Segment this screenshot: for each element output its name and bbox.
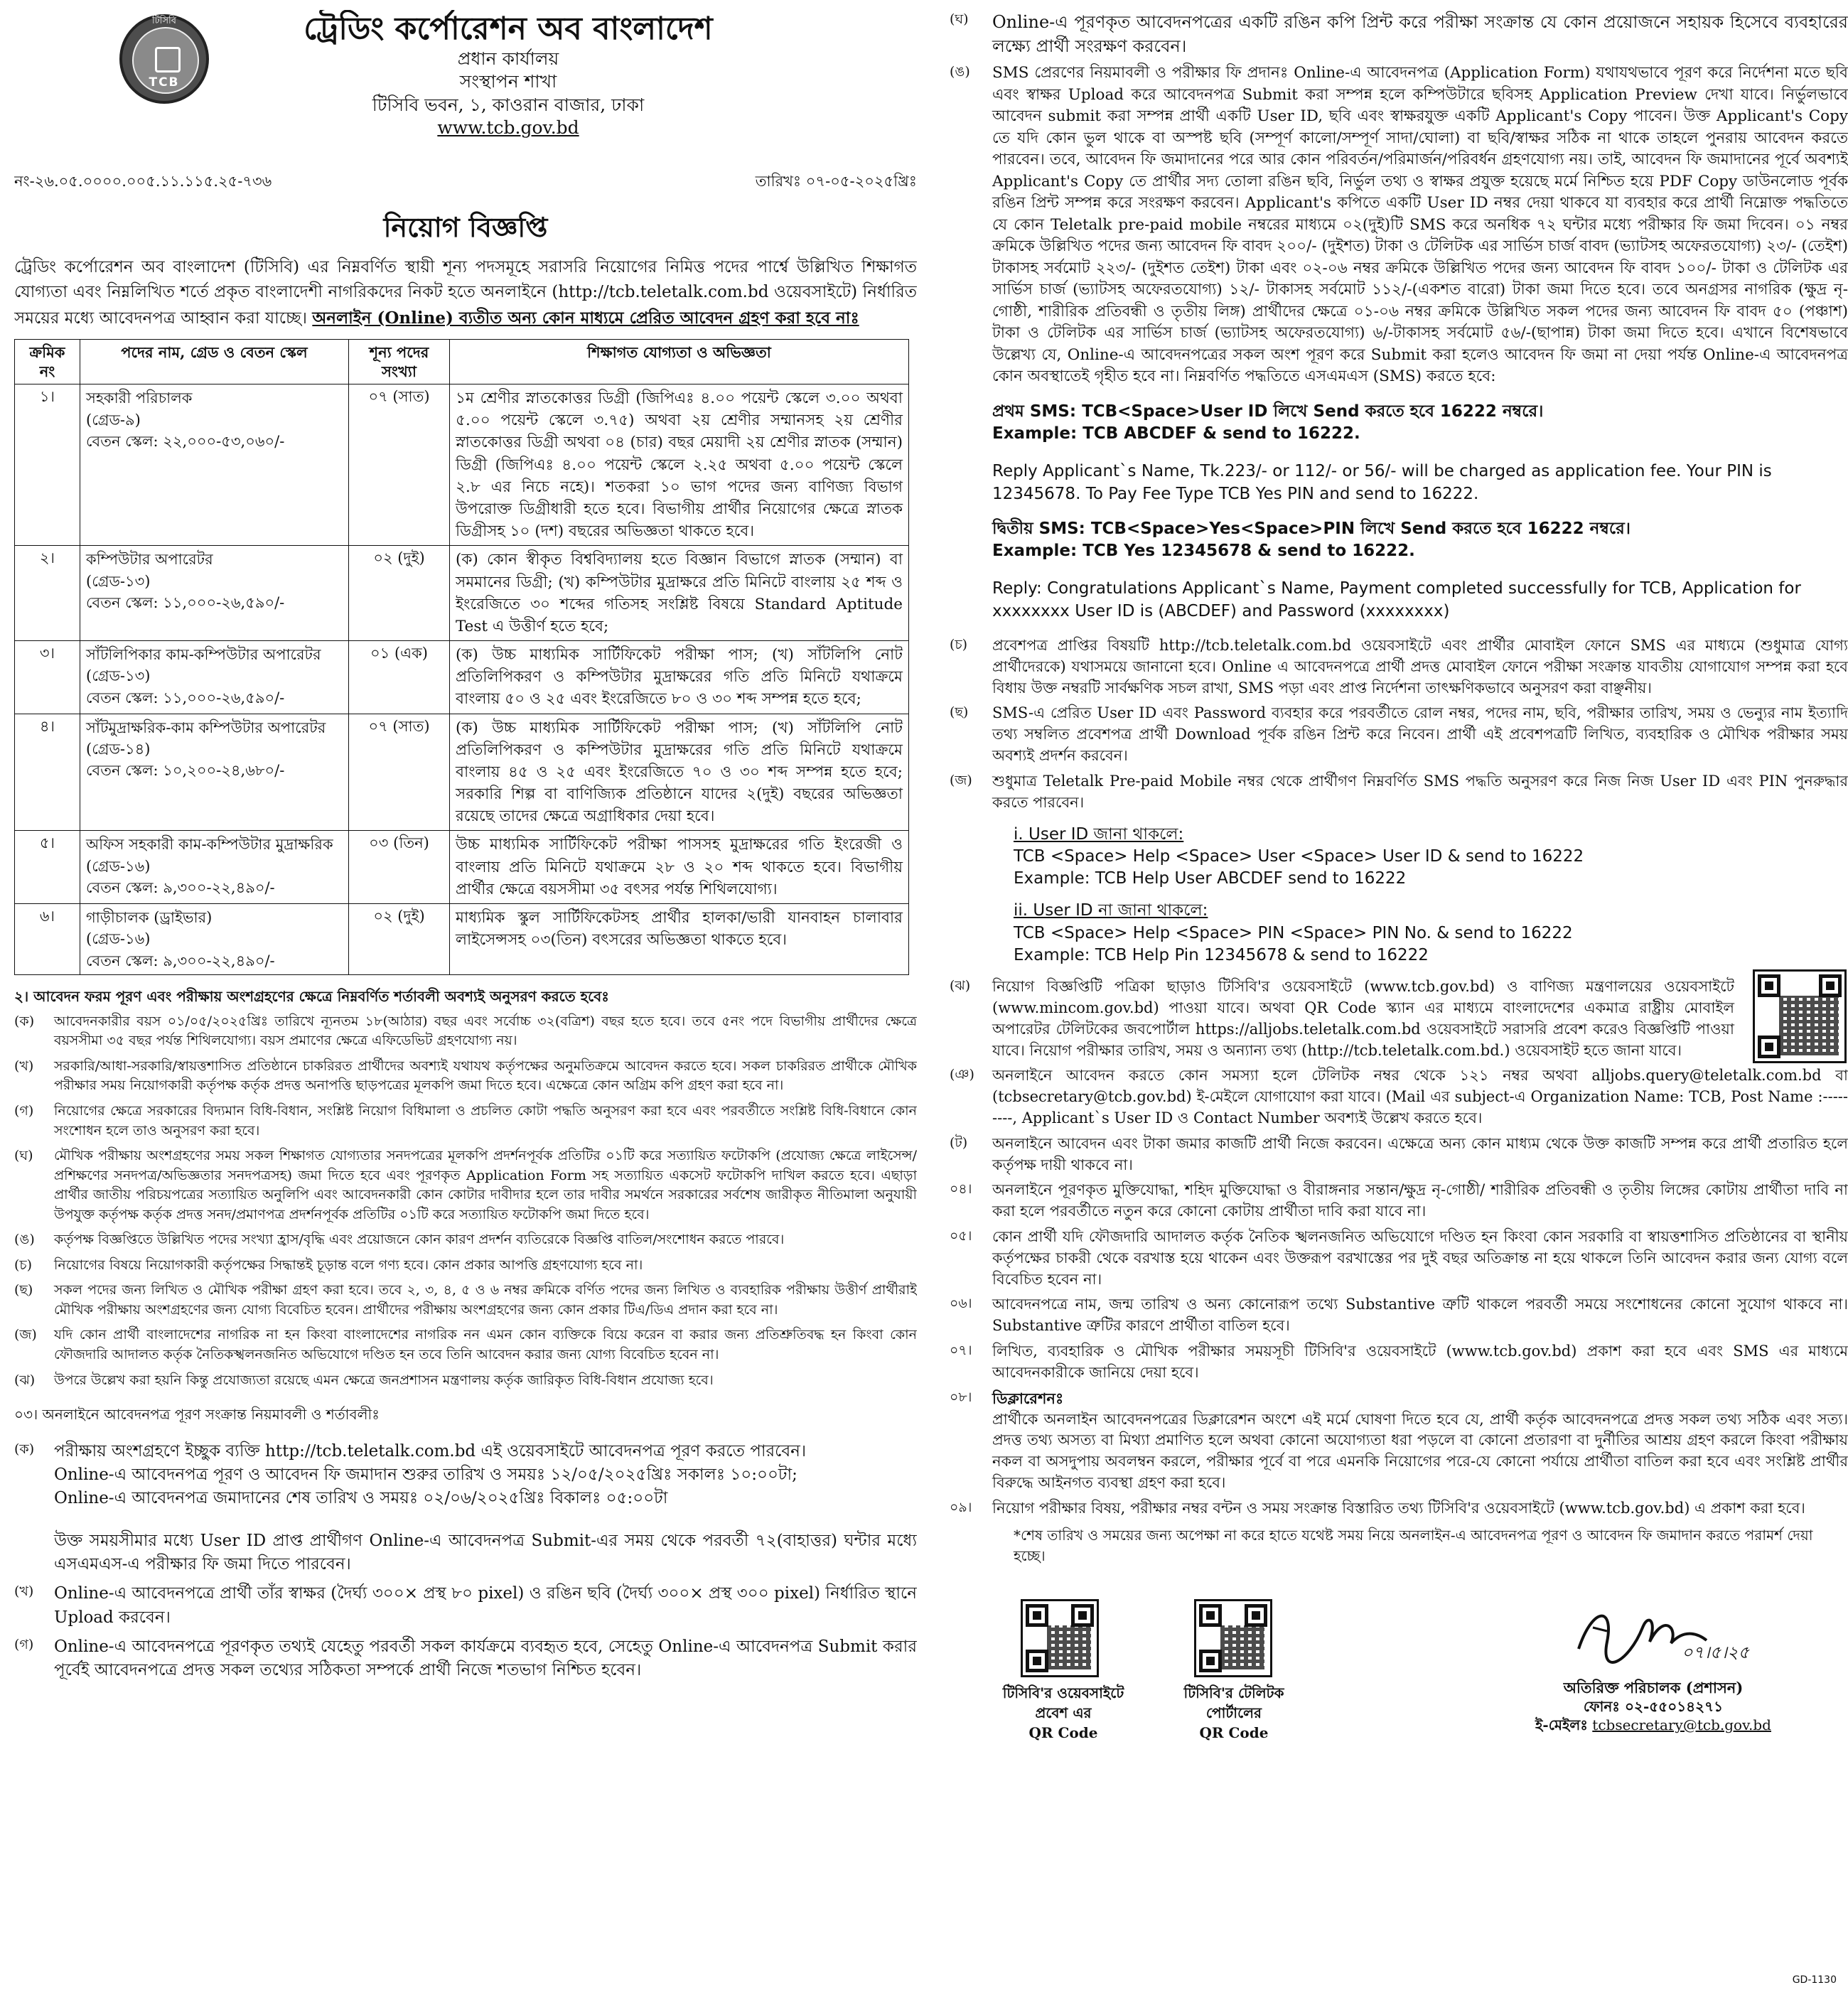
ga-text: Online-এ আবেদনপত্রে পূরণকৃত তথ্যই যেহেতু পরবর্তী সকল কার্যক্রমে ব্যবহৃত হবে, সেহেতু Online-এ আবেদনপত্র Submit করার পূর্বেই আবেদনপত্রে প্রদত্ত সকল তথ্যের সঠিকতা সম্পর্কে প্রার্থী নিজে শতভাগ নিশ্চিত হবেন। [54, 1637, 917, 1680]
table-row [15, 641, 909, 714]
qr-finder-icon [1199, 1604, 1222, 1627]
post-grade: (গ্রেড-১৩) [86, 667, 151, 685]
section2-heading: ২। আবেদন ফরম পূরণ এবং পরীক্ষায় অংশগ্রহণের ক্ষেত্রে নিম্নবর্ণিত শর্তাবলী অবশ্যই অনুসরণ করতে হবেঃ [14, 988, 609, 1006]
notice-title: নিয়োগ বিজ্ঞপ্তি [383, 211, 548, 243]
condition-label: (ঘ) [14, 1148, 33, 1164]
item-09 [950, 1498, 1848, 1520]
memo-number: নং-২৬.০৫.০০০০.০০৫.১১.১১৫.২৫-৭৩৬ [14, 173, 272, 190]
row-post [80, 903, 349, 974]
n09-text: নিয়োগ পরীক্ষার বিষয়, পরীক্ষার নম্বর বন্টন ও সময় সংক্রান্ত বিস্তারিত তথ্য টিসিবি'র ওয়েবসাইটে (www.tcb.gov.bd) এ প্রকাশ করা হবে। [992, 1499, 1805, 1517]
post-grade: (গ্রেড-৯) [86, 411, 141, 429]
item-05 [950, 1227, 1848, 1290]
ta-text: অনলাইনে আবেদন এবং টাকা জমার কাজটি প্রার্থী নিজে করবেন। এক্ষেত্রে অন্য কোন মাধ্যম থেকে উক্ত কাজটি সম্পন্ন করে প্রার্থী প্রতারিত হলে কর্তৃপক্ষ দায়ী থাকবে না। [992, 1134, 1848, 1173]
item-label: (ঞ) [950, 1067, 974, 1083]
n08-title: ডিক্লারেশনঃ [992, 1389, 1064, 1407]
qr-pattern [1047, 1625, 1091, 1669]
table-row [15, 384, 909, 546]
row-sl: ৬। [15, 903, 80, 974]
post-scale: বেতন স্কেল: ১১,০০০-২৬,৫৯০/- [86, 689, 285, 706]
post-name: সহকারী পরিচালক [86, 389, 193, 407]
n04-text: অনলাইনে পূরণকৃত মুক্তিযোদ্ধা, শহিদ মুক্তিযোদ্ধা ও বীরাঙ্গনার সন্তান/ক্ষুদ্র নৃ-গোষ্ঠী/ শারীরিক প্রতিবন্ধী ও তৃতীয় লিঙ্গের কোটায় প্রার্থীতা দাবি না করা হলে পরবর্তীতে নতুন করে কোনো কোটায় প্রার্থীতা দাবি করা যাবে না। [992, 1181, 1848, 1220]
col-header-sl: ক্রমিক নং [15, 339, 80, 384]
condition-item [14, 1057, 917, 1096]
item-cha [950, 635, 1848, 699]
post-scale: বেতন স্কেল: ৯,৩০০-২২,৪৯০/- [86, 879, 275, 897]
table-row [15, 714, 909, 831]
row-post [80, 831, 349, 904]
sms-block-1 [950, 401, 1848, 505]
condition-text: কর্তৃপক্ষ বিজ্ঞপ্তিতে উল্লিখিত পদের সংখ্যা হ্রাস/বৃদ্ধি এবং প্রয়োজনে কোন কারণ প্রদর্শন ব্যতিরেকে বিজ্ঞপ্তি বাতিল/সংশোধন করতে পারবে। [54, 1232, 785, 1248]
sms2-reply: Reply: Congratulations Applicant`s Name, Payment completed successfully for TCB, Application for xxxxxxxx User ID is (ABCDEF) and Password (xxxxxxxx) [992, 579, 1801, 620]
condition-item [14, 1012, 917, 1051]
post-scale: বেতন স্কেল: ১১,০০০-২৬,৫৯০/- [86, 594, 285, 612]
item-label: ০৮। [950, 1389, 972, 1405]
item-gha [950, 10, 1848, 58]
qr-pattern [1220, 1625, 1264, 1669]
intro-paragraph [14, 255, 917, 332]
item-ja [950, 771, 1848, 814]
item-label: ০৬। [950, 1296, 972, 1312]
item-jha-wrap [950, 977, 1848, 1061]
signatory-title: অতিরিক্ত পরিচালক (প্রশাসন) [1563, 1679, 1744, 1697]
signatory-email-row [1504, 1716, 1803, 1735]
logo-top-text: টিসিবি [151, 16, 177, 26]
table-header-row [15, 339, 909, 384]
item-ta [950, 1134, 1848, 1176]
item-label: ০৯। [950, 1499, 972, 1515]
condition-label: (ঙ) [14, 1232, 35, 1248]
condition-label: (ঝ) [14, 1372, 36, 1388]
post-name: গাড়ীচালক (ড্রাইভার) [86, 908, 213, 926]
post-grade: (গ্রেড-১৩) [86, 572, 151, 590]
qr-finder-icon [1026, 1604, 1048, 1627]
condition-item [14, 1281, 917, 1320]
condition-label: (ক) [14, 1441, 35, 1457]
post-name: সাঁটমুদ্রাক্ষরিক-কাম কম্পিউটার অপারেটর [86, 719, 326, 736]
qr-code-icon[interactable] [1194, 1599, 1272, 1677]
sms1-example: Example: TCB ABCDEF & send to 16222. [992, 424, 1360, 443]
row-count: ০৭ (সাত) [349, 714, 450, 831]
item-label: (ঙ) [950, 64, 970, 80]
condition-label: (জ) [14, 1327, 37, 1343]
condition-item [14, 1256, 917, 1276]
col-header-post: পদের নাম, গ্রেড ও বেতন স্কেল [80, 339, 349, 384]
right-column [950, 10, 1848, 1979]
chha-text: SMS-এ প্রেরিত User ID এবং Password ব্যবহার করে পরবর্তীতে রোল নম্বর, পদের নাম, ছবি, পরীক্ষার তারিখ, সময় ও ভেন্যুর নাম ইত্যাদি তথ্য সম্বলিত প্রবেশপত্র প্রার্থী Download পূর্বক রঙিন প্রিন্ট করে নিবেন। প্রার্থী এই প্রবেশপত্রটি লিখিত, ব্যবহারিক ও মৌখিক পরীক্ষার সময় অবশ্যই প্রদর্শন করবেন। [992, 704, 1848, 765]
condition-text: সকল পদের জন্য লিখিত ও মৌখিক পরীক্ষা গ্রহণ করা হবে। তবে ২, ৩, ৪, ৫ ও ৬ নম্বর ক্রমিকে বর্ণিত পদের জন্য লিখিত ও ব্যবহারিক পরীক্ষায় উত্তীর্ণ প্রার্থীরাই মৌখিক পরীক্ষায় অংশগ্রহণের জন্য যোগ্য বিবেচিত হবেন। প্রার্থীদের পরীক্ষায় অংশগ্রহণের জন্য কোন প্রকার টিএ/ডিএ প্রদান করা হবে না। [54, 1282, 917, 1318]
left-column [14, 10, 917, 1979]
section3-item-ga [14, 1635, 917, 1683]
table-row [15, 831, 909, 904]
n07-text: লিখিত, ব্যবহারিক ও মৌখিক পরীক্ষার সময়সূচী টিসিবি'র ওয়েবসাইটে (www.tcb.gov.bd) প্রকাশ করা হবে এবং SMS এর মাধ্যমে আবেদনকারীকে জানিয়ে দেয়া হবে। [992, 1343, 1848, 1381]
email-label: ই-মেইলঃ [1535, 1716, 1588, 1733]
qr1-caption1: টিসিবি'র ওয়েবসাইটে [1002, 1684, 1124, 1701]
row-post [80, 546, 349, 641]
qr2-caption1: টিসিবি'র টেলিটক [1183, 1684, 1284, 1701]
qr-block-teletalk [1163, 1599, 1305, 1743]
website-link[interactable]: www.tcb.gov.bd [437, 117, 579, 139]
help2-title: ii. User ID না জানা থাকলে: [1014, 901, 1208, 920]
row-post [80, 384, 349, 546]
item-08 [950, 1388, 1848, 1494]
gha-text: Online-এ পূরণকৃত আবেদনপত্রের একটি রঙিন কপি প্রিন্ট করে পরীক্ষা সংক্রান্ত যে কোন প্রয়োজনে সহায়ক হিসেবে ব্যবহারের লক্ষ্যে প্রার্থী সংরক্ষণ করবেন। [992, 12, 1848, 57]
qr-finder-icon [1758, 974, 1780, 997]
qr-code-icon[interactable] [1021, 1599, 1099, 1677]
memo-row [14, 172, 917, 200]
item-04 [950, 1180, 1848, 1222]
qr-pattern [1779, 996, 1839, 1055]
nya-text: অনলাইনে আবেদন করতে কোন সমস্যা হলে টেলিটক নম্বর থেকে ১২১ নম্বর অথবা alljobs.query@teletalk.com.bd বা (tcbsecretary@tcb.gov.bd) ই-মেইলে যোগাযোগ করা যাবে। (Mail এর subject-এ Organization Name: TCB, Post Name :---------, Applicant`s User ID ও Contact Number অবশ্যই উল্লেখ করতে হবে। [992, 1067, 1848, 1126]
condition-label: (খ) [14, 1583, 34, 1600]
final-note: *শেষ তারিখ ও সময়ের জন্য অপেক্ষা না করে হাতে যথেষ্ট সময় নিয়ে অনলাইন-এ আবেদনপত্র পূরণ ও আবেদন ফি জমাদান করতে পরামর্শ দেয়া হচ্ছে। [1014, 1526, 1813, 1564]
row-post [80, 714, 349, 831]
item-label: ০৪। [950, 1181, 972, 1198]
qr-code-icon[interactable] [1753, 969, 1847, 1063]
post-scale: বেতন স্কেল: ১০,২০০-২৪,৬৮০/- [86, 762, 285, 780]
condition-item [14, 1102, 917, 1141]
sms1-reply: Reply Applicant`s Name, Tk.223/- or 112/- or 56/- will be charged as application fee. Your PIN is 12345678. To Pay Fee Type TCB Yes PIN and send to 16222. [992, 462, 1772, 503]
row-count: ০৩ (তিন) [349, 831, 450, 904]
ka-line-1: পরীক্ষায় অংশগ্রহণে ইচ্ছুক ব্যক্তি http://tcb.teletalk.com.bd এই ওয়েবসাইটে আবেদনপত্র পূরণ করতে পারবেন। [54, 1441, 807, 1461]
post-scale: বেতন স্কেল: ৯,৩০০-২২,৪৯০/- [86, 952, 275, 969]
item-label: (ঘ) [950, 11, 969, 27]
qr-finder-icon [1758, 1036, 1780, 1058]
condition-item [14, 1230, 917, 1250]
intro-bold-text: অনলাইন (Online) ব্যতীত অন্য কোন মাধ্যমে প্রেরিত আবেদন গ্রহণ করা হবে নাঃ [312, 308, 859, 328]
condition-text: নিয়োগের বিষয়ে নিয়োগকারী কর্তৃপক্ষের সিদ্ধান্তই চূড়ান্ত বলে গণ্য হবে। কোন প্রকার আপত্তি গ্রহণযোগ্য হবে না। [54, 1257, 643, 1273]
item-07 [950, 1341, 1848, 1384]
item-label: (ছ) [950, 704, 969, 721]
row-qualification: (ক) উচ্চ মাধ্যমিক সার্টিফিকেট পরীক্ষা পাস; (খ) সাঁটলিপি নোট প্রতিলিপিকরণ ও কম্পিউটার মুদ্রাক্ষরের গতি প্রতি মিনিটে যথাক্রমে বাংলায় ৫০ ও ২৫ এবং ইংরেজিতে ৮০ ও ৩০ শব্দ সম্পন্ন হতে হবে; [450, 641, 909, 714]
row-sl: ৪। [15, 714, 80, 831]
help1-title: i. User ID জানা থাকলে: [1014, 824, 1184, 844]
col-header-qualification: শিক্ষাগত যোগ্যতা ও অভিজ্ঞতা [450, 339, 909, 384]
post-grade: (গ্রেড-১৪) [86, 740, 151, 758]
sms2-title: দ্বিতীয় SMS: TCB<Space>Yes<Space>PIN লিখে Send করতে হবে 16222 নম্বরে। [992, 519, 1631, 538]
org-name: ট্রেডিং কর্পোরেশন অব বাংলাদেশ [303, 11, 713, 47]
row-qualification: ১ম শ্রেণীর স্নাতকোত্তর ডিগ্রী (জিপিএঃ ৪.০০ পয়েন্ট স্কেলে ৩.০০ অথবা ৫.০০ পয়েন্ট স্কেলে ৩.৭৫) অথবা ২য় শ্রেণীর সম্মানসহ ২য় শ্রেণীর স্নাতকোত্তর ডিগ্রী অথবা ০৪ (চার) বছর মেয়াদী ২য় শ্রেণীর স্নাতক (সম্মান) ডিগ্রী (জিপিএঃ ৪.০০ পয়েন্ট স্কেলে ২.২৫ অথবা ৫.০০ পয়েন্ট স্কেলে ২.৮ এর নিচে নহে)। শতকরা ১০ ভাগ পদের জন্য বাণিজ্য বিভাগ উপরোক্ত ডিগ্রীধারী হতে হবে। বিভাগীয় প্রার্থীর নিয়োগের ক্ষেত্রে স্নাতক ডিগ্রীসহ ১০ (দশ) বছরের অভিজ্ঞতা থাকতে হবে। [450, 384, 909, 546]
help1-line: TCB <Space> Help <Space> User <Space> User ID & send to 16222 [1014, 846, 1584, 866]
post-name: অফিস সহকারী কাম-কম্পিউটার মুদ্রাক্ষরিক [86, 836, 333, 854]
row-sl: ১। [15, 384, 80, 546]
condition-label: (চ) [14, 1257, 33, 1273]
help2-example: Example: TCB Help Pin 12345678 & send to 16222 [1014, 945, 1429, 964]
row-sl: ২। [15, 546, 80, 641]
table-row [15, 903, 909, 974]
signature-block [1504, 1599, 1803, 1735]
help-block-1 [950, 824, 1848, 891]
row-sl: ৫। [15, 831, 80, 904]
row-count: ০৭ (সাত) [349, 384, 450, 546]
item-label: (ঝ) [950, 978, 971, 994]
item-label: (ট) [950, 1134, 968, 1151]
condition-item [14, 1146, 917, 1225]
n05-text: কোন প্রার্থী যদি ফৌজদারি আদালত কর্তৃক নৈতিক স্খলনজনিত অভিযোগে দণ্ডিত হন কিংবা কোন সরকারি বা স্বায়ত্তশাসিত প্রতিষ্ঠানের বা স্থানীয় কর্তৃপক্ষের চাকরী থেকে বরখাস্ত হয়ে থাকেন এবং উক্তরূপ বরখাস্তের পর দুই বছর অতিক্রান্ত না হয়ে থাকলে তিনি আবেদন করার জন্য যোগ্য বলে বিবেচিত হবেন না। [992, 1228, 1848, 1288]
condition-label: (খ) [14, 1058, 34, 1074]
condition-label: (গ) [14, 1637, 34, 1653]
memo-date: তারিখঃ ০৭-০৫-২০২৫খ্রিঃ [755, 173, 917, 190]
item-label: ০৭। [950, 1343, 972, 1359]
item-label: ০৫। [950, 1228, 972, 1244]
signatory-email[interactable]: tcbsecretary@tcb.gov.bd [1592, 1716, 1771, 1733]
help2-line: TCB <Space> Help <Space> PIN <Space> PIN No. & send to 16222 [1014, 923, 1573, 942]
n08-text: প্রার্থীকে অনলাইন আবেদনপত্রের ডিক্লারেশন অংশে এই মর্মে ঘোষণা দিতে হবে যে, প্রার্থী কর্তৃক আবেদনপত্রে প্রদত্ত সকল তথ্য সঠিক এবং সত্য। প্রদত্ত তথ্য অসত্য বা মিথ্যা প্রমাণিত হলে অথবা কোনো অযোগ্যতা ধরা পড়লে বা কোনো প্রতারণা বা দুর্নীতির আশ্রয় গ্রহণ করলে কিংবা পরীক্ষায় নকল বা অসদুপায় অবলম্বন করলে, পরীক্ষার পূর্বে বা পরে এমনকি নিয়োগের পরে-যে কোনো পর্যায়ে প্রার্থীতা বাতিল করা হবে এবং সংশ্লিষ্ট প্রার্থীর বিরুদ্ধে আইনগত ব্যবস্থা গ্রহণ করা হবে। [992, 1410, 1848, 1491]
signature-date: ০৭।৫।২৫ [1682, 1642, 1750, 1662]
kha-text: Online-এ আবেদনপত্রে প্রার্থী তাঁর স্বাক্ষর (দৈর্ঘ্য ৩০০× প্রস্থ ৮০ pixel) ও রঙিন ছবি (দৈর্ঘ্য ৩০০× প্রস্থ ৩০০ pixel) নির্ধারিত স্থানে Upload করবেন। [54, 1584, 917, 1627]
table-row [15, 546, 909, 641]
qr1-caption3: QR Code [1028, 1723, 1098, 1741]
qr1-caption2: প্রবেশ এর [1035, 1704, 1092, 1721]
qr-finder-icon [1026, 1650, 1048, 1672]
ja-text: শুধুমাত্র Teletalk Pre-paid Mobile নম্বর থেকে প্রার্থীগণ নিম্নবর্ণিত SMS পদ্ধতি অনুসরণ করে নিজ নিজ User ID এবং PIN পুনরুদ্ধার করতে পারবেন। [992, 772, 1848, 811]
row-count: ০২ (দুই) [349, 903, 450, 974]
header-text [14, 11, 917, 139]
row-qualification: (ক) উচ্চ মাধ্যমিক সার্টিফিকেট পরীক্ষা পাস; (খ) সাঁটলিপি নোট প্রতিলিপিকরণ ও কম্পিউটার মুদ্রাক্ষরের গতি প্রতি মিনিটে যথাক্রমে বাংলায় ৪৫ ও ২৫ এবং ইংরেজিতে ৭০ ও ৩০ শব্দ সম্পন্ন হতে হবে; সরকারি শিল্প বা বাণিজ্যিক প্রতিষ্ঠানে যাদের ২(দুই) বছরের অভিজ্ঞতা রয়েছে তাদের ক্ষেত্রে অগ্রাধিকার দেয়া হবে। [450, 714, 909, 831]
office: প্রধান কার্যালয় [457, 48, 559, 69]
section3-heading: ০৩। অনলাইনে আবেদনপত্র পূরণ সংক্রান্ত নিয়মাবলী ও শর্তাবলীঃ [14, 1406, 380, 1424]
condition-label: (গ) [14, 1103, 34, 1119]
qr-block-website [992, 1599, 1134, 1743]
condition-text: সরকারি/আধা-সরকারি/স্বায়ত্তশাসিত প্রতিষ্ঠানে চাকরিরত প্রার্থীদের অবশ্যই যথাযথ কর্তৃপক্ষের অনুমতিক্রমে আবেদন করতে হবে। সকল চাকরিরত প্রার্থীকে মৌখিক পরীক্ষার সময় নিয়োগকারী কর্তৃপক্ষ কর্তৃক প্রদত্ত অনাপত্তি ছাড়পত্রের মূলকপি জমা দিতে হবে। এক্ষেত্রে কোন অগ্রিম কপি গ্রহণ করা হবে না। [54, 1058, 917, 1094]
posts-table [14, 339, 909, 976]
uma-text: SMS প্রেরণের নিয়মাবলী ও পরীক্ষার ফি প্রদানঃ Online-এ আবেদনপত্র (Application Form) যথাযথভাবে পূরণ করে নির্দেশনা মতে ছবি এবং স্বাক্ষর Upload করে আবেদনপত্র Submit করা সম্পন্ন হলে কম্পিউটারে ছবিসহ Application Preview দেখা যাবে। নির্ভুলভাবে আবেদন submit করা সম্পন্ন প্রার্থী একটি User ID, ছবি এবং স্বাক্ষরযুক্ত একটি Applicant's Copy পাবেন। উক্ত Applicant's Copy তে যদি কোন ভুল থাকে বা অস্পষ্ট ছবি (সম্পূর্ণ কালো/সম্পূর্ণ সাদা/ঘোলা) বা ছবি/স্বাক্ষর সঠিক না থাকে তাহলে পুনরায় আবেদন করতে পারবেন। তবে, আবেদন ফি জমাদানের পরে আর কোন পরিবর্তন/পরিমার্জন/পরিবর্ধন গ্রহণযোগ্য নয়। তাই, আবেদন ফি জমাদানের পূর্বে অবশ্যই Applicant's Copy তে প্রার্থীর সদ্য তোলা রঙিন ছবি, নির্ভুল তথ্য ও স্বাক্ষর প্রযুক্ত হয়েছে মর্মে নিশ্চিত হয়ে PDF Copy ডাউনলোড পূর্বক রঙিন প্রিন্ট সম্পন্ন করে সংরক্ষণ করবেন। Applicant's কপিতে একটি User ID নম্বর দেয়া থাকবে যা ব্যবহার করে প্রার্থী নিম্নোক্ত পদ্ধতিতে যে কোন Teletalk pre-paid mobile নম্বরের মাধ্যমে ০২(দুই)টি SMS করে অনধিক ৭২ ঘন্টার মধ্যে পরীক্ষার ফি জমা দিবেন। ০১ নম্বর ক্রমিকে উল্লিখিত পদের জন্য আবেদন ফি বাবদ ২০০/- (দুইশত) টাকা ও টেলিটক এর সার্ভিস চার্জ বাবদ (ভ্যাটসহ অফেরতযোগ্য) ২৩/- (তেইশ) টাকাসহ সর্বমোট ২২৩/- (দুইশত তেইশ) টাকা এবং ০২-০৬ নম্বর ক্রমিকে উল্লিখিত পদের জন্য আবেদন ফি বাবদ ১০০/- টাকা ও টেলিটক এর সার্ভিস চার্জ (ভ্যাটসহ অফেরতযোগ্য) ১২/- টাকাসহ সর্বমোট ১১২/-(একশত বারো) টাকা জমা দিতে হবে। তবে অনগ্রসর নাগরিক (ক্ষুদ্র নৃ-গোষ্ঠী, শারীরিক প্রতিবন্ধী ও তৃতীয় লিঙ্গ) প্রার্থীদের ক্ষেত্রে ০১-০৬ নম্বর ক্রমিকে উল্লিখিত সকল পদের জন্য আবেদন ফি বাবদ ৫০ (পঞ্চাশ) টাকা ও টেলিটক এর সার্ভিস চার্জ (ভ্যাটসহ অফেরতযোগ্য) ৬/-টাকাসহ সর্বমোট ৫৬/-(ছাপান্ন) টাকা জমা দিতে হবে। এখানে বিশেষভাবে উল্লেখ্য যে, Online-এ আবেদনপত্রের সকল অংশ পূরণ করে Submit করা হলেও আবেদন ফি জমা না দেয়া পর্যন্ত Online-এ আবেদনপত্র কোন অবস্থাতেই গৃহীত হবে না। নিম্নবর্ণিত পদ্ধতিতে এসএমএস (SMS) করতে হবে: [992, 64, 1848, 386]
qr2-caption2: পোর্টালের [1205, 1704, 1262, 1721]
address: টিসিবি ভবন, ১, কাওরান বাজার, ঢাকা [372, 94, 645, 115]
qr2-caption3: QR Code [1199, 1723, 1269, 1741]
item-uma [950, 63, 1848, 388]
row-post [80, 641, 349, 714]
section3-item-ka [14, 1440, 917, 1577]
post-name: কম্পিউটার অপারেটর [86, 551, 213, 569]
condition-text: উপরে উল্লেখ করা হয়নি কিন্তু প্রযোজ্যতা রয়েছে এমন ক্ষেত্রে জনপ্রশাসন মন্ত্রণালয় কর্তৃক জারিকৃত বিধি-বিধান প্রযোজ্য হবে। [54, 1372, 714, 1388]
ka-line-4: উক্ত সময়সীমার মধ্যে User ID প্রাপ্ত প্রার্থীগণ Online-এ আবেদনপত্র Submit-এর সময় থেকে পরবর্তী ৭২(বাহাত্তর) ঘন্টার মধ্যে এসএমএস-এ পরীক্ষার ফি জমা দিতে পারবেন। [54, 1531, 917, 1574]
post-scale: বেতন স্কেল: ২২,০০০-৫৩,০৬০/- [86, 433, 285, 451]
post-grade: (গ্রেড-১৬) [86, 930, 151, 948]
qr-finder-icon [1245, 1604, 1267, 1627]
condition-item [14, 1325, 917, 1365]
condition-label: (ক) [14, 1013, 35, 1029]
help1-example: Example: TCB Help User ABCDEF send to 16222 [1014, 869, 1407, 888]
intro-text: ট্রেডিং কর্পোরেশন অব বাংলাদেশ (টিসিবি) এর নিম্নবর্ণিত স্থায়ী শূন্য পদসমূহে সরাসরি নিয়োগের নিমিত্ত পদের পার্শ্বে উল্লিখিত শিক্ষাগত যোগ্যতা এবং নিম্নলিখিত শর্তে প্রকৃত বাংলাদেশী নাগরিকদের নিকট হতে অনলাইনে (http://tcb.teletalk.com.bd ওয়েবসাইটে) নির্ধারিত সময়ের মধ্যে আবেদনপত্র আহ্বান করা যাচ্ছে। [14, 257, 917, 328]
row-count: ০২ (দুই) [349, 546, 450, 641]
section3-item-kha [14, 1582, 917, 1630]
gd-code: GD-1130 [1792, 1974, 1837, 1986]
item-label: (জ) [950, 772, 972, 788]
sms1-title: প্রথম SMS: TCB<Space>User ID লিখে Send করতে হবে 16222 নম্বরে। [992, 402, 1544, 421]
qr-finder-icon [1819, 974, 1842, 997]
branch: সংস্থাপন শাখা [459, 71, 557, 92]
item-chha [950, 703, 1848, 766]
post-grade: (গ্রেড-১৬) [86, 857, 151, 875]
item-label: (চ) [950, 637, 968, 653]
condition-text: মৌখিক পরীক্ষায় অংশগ্রহণের সময় সকল শিক্ষাগত যোগ্যতার সনদপত্রের মূলকপি প্রদর্শনপূর্বক প্রতিটির ০১টি করে সত্যায়িত ফটোকপি (প্রযোজ্য ক্ষেত্রে লাইসেন্স/প্রশিক্ষণের সনদপত্র/অভিজ্ঞতার সনদপত্রসহ) জমা দিতে হবে এবং পূরণকৃত Application Form সহ সত্যায়িত একসেট ফটোকপি দাখিল করতে হবে। এছাড়া প্রার্থীর জাতীয় পরিচয়পত্রের সত্যায়িত অনুলিপি এবং আবেদনকারী কোন কোটার দাবীদার হলে তার দাবীর সমর্থনে সরকারের সর্বশেষ জারীকৃত নীতিমালা অনুযায়ী উপযুক্ত কর্তৃপক্ষ কর্তৃক প্রদত্ত সনদ/প্রমাণপত্র প্রদর্শনপূর্বক প্রতিটির ০১টি করে সত্যায়িত ফটোকপি জমা দিতে হবে। [54, 1148, 917, 1222]
row-qualification: (ক) কোন স্বীকৃত বিশ্ববিদ্যালয় হতে বিজ্ঞান বিভাগে স্নাতক (সম্মান) বা সমমানের ডিগ্রী; (খ) কম্পিউটার মুদ্রাক্ষরে প্রতি মিনিটে বাংলায় ২৫ শব্দ ও ইংরেজিতে ৩০ শব্দের গতিসহ সংশ্লিষ্ট বিষয়ে Standard Aptitude Test এ উত্তীর্ণ হতে হবে; [450, 546, 909, 641]
sms2-example: Example: TCB Yes 12345678 & send to 16222. [992, 542, 1415, 561]
row-qualification: উচ্চ মাধ্যমিক সার্টিফিকেট পরীক্ষা পাসসহ মুদ্রাক্ষরের গতি ইংরেজী ও বাংলায় প্রতি মিনিটে যথাক্রমে ২৮ ও ২০ শব্দ থাকতে হবে। বিভাগীয় প্রার্থীর ক্ষেত্রে বয়সসীমা ৩৫ বৎসর পর্যন্ত শিথিলযোগ্য। [450, 831, 909, 904]
item-nya [950, 1065, 1848, 1129]
ka-line-3: Online-এ আবেদনপত্র জমাদানের শেষ তারিখ ও সময়ঃ ০২/০৬/২০২৫খ্রিঃ বিকালঃ ০৫:০০টা [54, 1489, 668, 1508]
qr-finder-icon [1071, 1604, 1094, 1627]
sms-block-2 [950, 518, 1848, 623]
footer-block [950, 1599, 1848, 1827]
row-qualification: মাধ্যমিক স্কুল সার্টিফিকেটসহ প্রার্থীর হালকা/ভারী যানবাহন চালাবার লাইসেন্সসহ ০৩(তিন) বৎসরের অভিজ্ঞতা থাকতে হবে। [450, 903, 909, 974]
col-header-count: শূন্য পদের সংখ্যা [349, 339, 450, 384]
condition-text: আবেদনকারীর বয়স ০১/০৫/২০২৫খ্রিঃ তারিখে ন্যূনতম ১৮(আঠার) বছর এবং সর্বোচ্চ ৩২(বত্রিশ) বছর হতে হবে। তবে ৫নং পদে বিভাগীয় প্রার্থীদের ক্ষেত্রে বয়সসীমা ৩৫ বছর পর্যন্ত শিথিলযোগ্য। বয়স প্রমাণের ক্ষেত্রে এফিডেভিট গ্রহণযোগ্য নয়। [54, 1013, 917, 1049]
condition-label: (ছ) [14, 1282, 33, 1298]
n06-text: আবেদনপত্রে নাম, জন্ম তারিখ ও অন্য কোনোরূপ তথ্যে Substantive ত্রুটি থাকলে পরবর্তী সময়ে সংশোধনের কোনো সুযোগ থাকবে না। Substantive ত্রুটির কারণে প্রার্থীতা বাতিল হবে। [992, 1296, 1848, 1335]
item-06 [950, 1294, 1848, 1337]
row-count: ০১ (এক) [349, 641, 450, 714]
signatory-phone: ফোনঃ ০২-৫৫০১৪২৭১ [1583, 1698, 1724, 1716]
condition-text: যদি কোন প্রার্থী বাংলাদেশের নাগরিক না হন কিংবা বাংলাদেশের নাগরিক নন এমন কোন ব্যক্তিকে বিয়ে করেন বা করার জন্য প্রতিশ্রুতিবদ্ধ হন কিংবা কোন ফৌজদারি আদালত কর্তৃক নৈতিকস্খলনজনিত অভিযোগে দণ্ডিত হন তবে তিনি আবেদন করার জন্য যোগ্য বিবেচিত হবেন না। [54, 1327, 917, 1363]
cha-text: প্রবেশপত্র প্রাপ্তির বিষয়টি http://tcb.teletalk.com.bd ওয়েবসাইটে এবং প্রার্থীর মোবাইল ফোনে SMS এর মাধ্যমে (শুধুমাত্র যোগ্য প্রার্থীদেরকে) যথাসময়ে জানানো হবে। Online এ আবেদনপত্রে প্রার্থী প্রদত্ত মোবাইল ফোনে পরীক্ষা সংক্রান্ত যাবতীয় যোগাযোগ সম্পন্ন করা হবে বিধায় উক্ত নম্বরটি সার্বক্ষণিক সচল রাখা, SMS পড়া এবং প্রাপ্ত নির্দেশনা তাৎক্ষণিকভাবে অনুসরণ করা বাঞ্ছনীয়। [992, 637, 1848, 696]
condition-item [14, 1371, 917, 1391]
jha-text: নিয়োগ বিজ্ঞপ্তিটি পত্রিকা ছাড়াও টিসিবি'র ওয়েবসাইটে (www.tcb.gov.bd) ও বাণিজ্য মন্ত্রণালয়ের ওয়েবসাইটে (www.mincom.gov.bd) পাওয়া যাবে। অথবা QR Code স্ক্যান এর মাধ্যমে বাংলাদেশের একমাত্র রাষ্ট্রীয় মোবাইল অপারেটর টেলিটকের জবপোর্টাল https://alljobs.teletalk.com.bd ওয়েবসাইটে সরাসরি প্রবেশ করেও বিজ্ঞপ্তিটি পাওয়া যাবে। নিয়োগ পরীক্ষার তারিখ, সময় ও অন্যান্য তথ্য (http://tcb.teletalk.com.bd.) ওয়েবসাইট হতে জানা যাবে। [992, 978, 1734, 1059]
condition-text: নিয়োগের ক্ষেত্রে সরকারের বিদ্যমান বিধি-বিধান, সংশ্লিষ্ট নিয়োগ বিধিমালা ও প্রচলিত কোটা পদ্ধতি অনুসরণ করা হবে এবং পরবর্তীতে সংশ্লিষ্ট বিধি-বিধানে কোন সংশোধন হলে তাও অনুসরণ করা হবে। [54, 1103, 917, 1139]
post-name: সাঁটলিপিকার কাম-কম্পিউটার অপারেটর [86, 646, 321, 664]
ka-line-2: Online-এ আবেদনপত্র পূরণ ও আবেদন ফি জমাদান শুরুর তারিখ ও সময়ঃ ১২/০৫/২০২৫খ্রিঃ সকালঃ ১০:০০টা; [54, 1465, 797, 1485]
help-block-2 [950, 900, 1848, 967]
item-jha [950, 977, 1848, 1061]
row-sl: ৩। [15, 641, 80, 714]
header [14, 10, 917, 165]
logo-text: TCB [149, 75, 180, 90]
qr-finder-icon [1199, 1650, 1222, 1672]
